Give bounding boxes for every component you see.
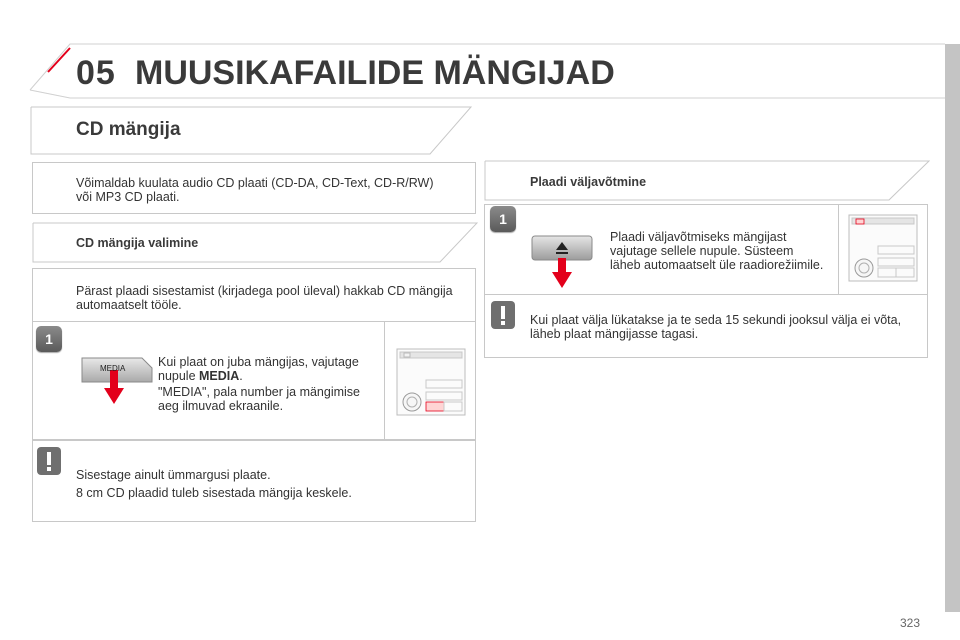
subsection-title-select: CD mängija valimine [76,236,199,250]
side-bar [945,44,960,612]
select-para-line2: automaatselt tööle. [76,298,182,312]
eject-step-line3: läheb automaatselt üle raadiorežiimile. [610,258,824,272]
warning-right-line2: läheb plaat mängijasse tagasi. [530,327,699,341]
select-para-line1: Pärast plaadi sisestamist (kirjadega pool üleval) hakkab CD mängija [76,284,453,298]
section-title: CD mängija [76,119,181,140]
radio-unit-illustration-right [848,214,918,282]
select-image-divider [384,322,385,440]
warning-left-line2: 8 cm CD plaadid tuleb sisestada mängija keskele. [76,486,352,500]
select-step-line2-bold: MEDIA [199,369,240,383]
select-divider [33,321,475,322]
select-step-line3: "MEDIA", pala number ja mängimise [158,385,361,399]
select-step-line1: Kui plaat on juba mängijas, vajutage [158,355,359,369]
radio-unit-illustration-left [396,348,466,416]
chapter-number: 05 [76,54,116,92]
page-number: 323 [900,616,921,630]
eject-title: Plaadi väljavõtmine [530,175,647,189]
eject-divider [485,294,927,295]
intro-text-line2: või MP3 CD plaati. [76,190,180,204]
eject-image-divider [838,205,839,294]
media-button-illustration [76,352,156,408]
select-step-line2-prefix: nupule [158,369,200,383]
step-badge-select: 1 [36,326,62,352]
intro-text-line1: Võimaldab kuulata audio CD plaati (CD-DA, CD-Text, CD-R/RW) [76,176,434,190]
page-title: MUUSIKAFAILIDE MÄNGIJAD [135,54,615,92]
select-step-line2 [158,369,243,383]
eject-button-illustration [530,232,594,290]
select-step-line2-suffix: . [239,369,243,383]
select-step-line4: aeg ilmuvad ekraanile. [158,399,284,413]
warning-right-line1: Kui plaat välja lükatakse ja te seda 15 sekundi jooksul välja ei võta, [530,313,902,327]
eject-step-line2: vajutage sellele nupule. Süsteem [610,244,794,258]
step-badge-eject: 1 [490,206,516,232]
warning-icon-left [36,446,62,476]
media-button-label: MEDIA [100,364,126,373]
eject-step-line1: Plaadi väljavõtmiseks mängijast [610,230,787,244]
warning-icon-right [490,300,516,330]
warning-left-line1: Sisestage ainult ümmargusi plaate. [76,468,271,482]
